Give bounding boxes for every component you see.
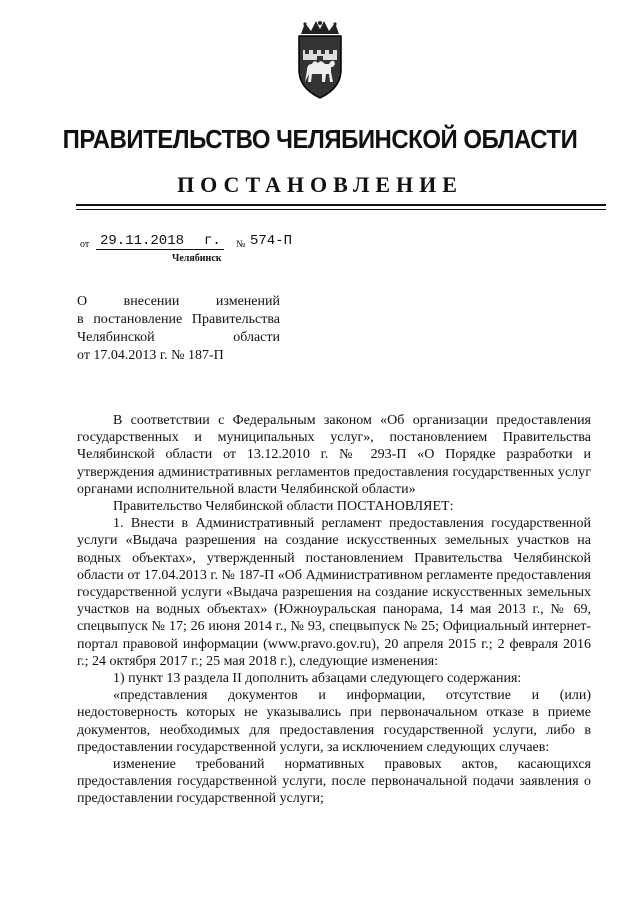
date-number-row [80, 233, 340, 253]
resolution-clause: Правительство Челябинской области ПОСТАНОВЛЯЕТ: [113, 499, 454, 515]
document-date: 29.11.2018 [96, 233, 224, 250]
subject-line: от 17.04.2013 г. № 187-П [77, 348, 224, 363]
coat-of-arms-icon [287, 20, 353, 100]
header-divider-thick [76, 204, 606, 206]
body-paragraph: 1. Внести в Административный регламент предоставления государственной услуги «Выдача разрешения на создание искусственных земельных участков на водных объектах», утвержденный постановлением Правительства Челябинской области от 17.04.2013 г. № 187-П «Об Административном регламенте предоставления государственной услуги «Выдача разрешения на создание искусственных земельных участков на водных объектах» (Южноуральская панорама, 14 мая 2013 г., № 69, спецвыпуск № 17; 26 июня 2014 г., № 93, спецвыпуск № 25; Официальный интернет-портал правовой информации (www.pravo.gov.ru), 20 апреля 2015 г.; 2 февраля 2016 г.; 24 октября 2017 г.; 25 мая 2018 г.), следующие изменения: [77, 516, 591, 669]
city-name: Челябинск [172, 253, 222, 264]
subject-line: Челябинской области [77, 330, 280, 345]
document-number: 574-П [250, 233, 293, 249]
body-paragraph: 1) пункт 13 раздела II дополнить абзацами следующего содержания: [113, 671, 522, 687]
date-prefix: от [80, 239, 90, 250]
document-type: ПОСТАНОВЛЕНИЕ [177, 172, 463, 197]
body-paragraph: В соответствии с Федеральным законом «Об организации предоставления государственных и муниципальных услуг», постановлением Правительства Челябинской области от 13.12.2010 г. № 293-П «О Порядке разработки и утверждения административных регламентов предоставления государственных услуг органами исполнительной власти Челябинской области» [77, 413, 591, 497]
document-body [77, 412, 591, 808]
subject-line: в постановление Правительства [77, 312, 280, 327]
organization-title: ПРАВИТЕЛЬСТВО ЧЕЛЯБИНСКОЙ ОБЛАСТИ [62, 124, 578, 154]
body-paragraph: изменение требований нормативных правовых актов, касающихся предоставления государственной услуги, после первоначальной подачи заявления о предоставлении государственной услуги; [77, 757, 591, 807]
date-suffix: г. [204, 233, 221, 249]
document-subject [77, 293, 280, 365]
subject-line: О внесении изменений [77, 294, 280, 309]
number-label: № [236, 239, 246, 250]
body-paragraph: «представления документов и информации, отсутствие и (или) недостоверность которых не указывались при первоначальном отказе в приеме документов, необходимых для предоставления государственной услуги, либо в предоставлении государственной услуги, за исключением следующих случаев: [77, 688, 591, 755]
header-divider-thin [76, 209, 606, 210]
